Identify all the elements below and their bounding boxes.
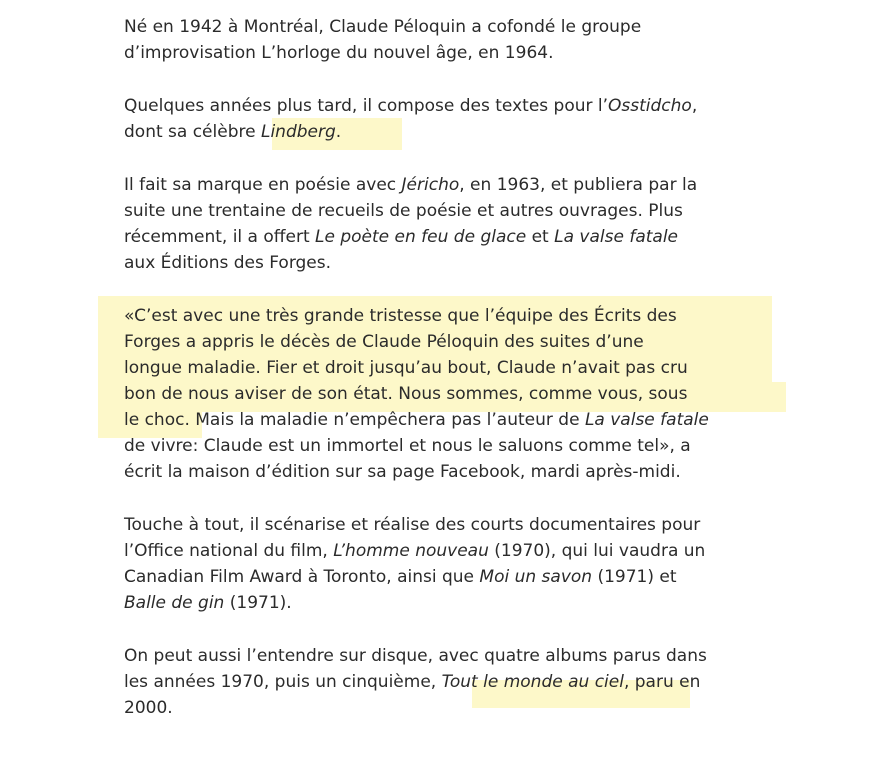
text-line	[124, 407, 804, 433]
text-run: (1971) et	[592, 567, 677, 587]
title-osstidcho: Osstidcho	[608, 96, 692, 116]
text-run: les années 1970, puis un cinquième,	[124, 672, 442, 692]
text-line: 2000.	[124, 698, 173, 718]
title-balle-de-gin: Balle de gin	[124, 593, 225, 613]
title-tout-le-monde-au-ciel: Tout le monde au ciel	[441, 672, 624, 692]
text-run: et	[526, 227, 555, 247]
text-run: récemment, il a offert	[124, 227, 316, 247]
text-line: écrit la maison d’édition sur sa page Facebook, mardi après-midi.	[124, 462, 681, 482]
text-run: .	[335, 122, 342, 142]
title-lindberg: Lindberg	[260, 122, 336, 142]
paragraph-poetry	[124, 172, 804, 276]
text-run: , en 1963, et publiera par la	[459, 175, 698, 195]
text-run: , paru en	[623, 672, 701, 692]
title-valse-fatale: La valse fatale	[554, 227, 679, 247]
title-moi-un-savon: Moi un savon	[479, 567, 593, 587]
text-line: aux Éditions des Forges.	[124, 253, 332, 273]
title-poete-feu-glace: Le poète en feu de glace	[315, 227, 527, 247]
text-line: bon de nous aviser de son état. Nous sommes, comme vous, sous	[124, 384, 688, 404]
text-line: «C’est avec une très grande tristesse que l’équipe des Écrits des	[124, 306, 677, 326]
text-line: Forges a appris le décès de Claude Péloquin des suites d’une	[124, 332, 644, 352]
title-jericho: Jéricho	[401, 175, 460, 195]
text-line	[124, 669, 804, 695]
text-line	[124, 93, 804, 119]
text-line: suite une trentaine de recueils de poésie et autres ouvrages. Plus	[124, 201, 683, 221]
text-line: Touche à tout, il scénarise et réalise des courts documentaires pour	[124, 515, 701, 535]
paragraph-quote	[124, 303, 804, 485]
text-run: Il fait sa marque en poésie avec	[124, 175, 402, 195]
text-line	[124, 564, 804, 590]
text-run: le choc.	[124, 410, 190, 430]
text-line	[124, 590, 804, 616]
text-run: Mais la maladie n’empêchera pas l’auteur de	[189, 410, 585, 430]
text-run: Quelques années plus tard, il compose des textes pour l’	[124, 96, 609, 116]
text-line	[124, 172, 804, 198]
text-run: (1970), qui lui vaudra un	[488, 541, 706, 561]
text-run: Canadian Film Award à Toronto, ainsi que	[124, 567, 480, 587]
text-run: (1971).	[224, 593, 292, 613]
title-valse-fatale: La valse fatale	[584, 410, 709, 430]
text-run: l’Office national du film,	[124, 541, 334, 561]
text-line: On peut aussi l’entendre sur disque, avec quatre albums parus dans	[124, 646, 707, 666]
text-line	[124, 538, 804, 564]
text-line: longue maladie. Fier et droit jusqu’au bout, Claude n’avait pas cru	[124, 358, 688, 378]
paragraph-films	[124, 512, 804, 616]
text-line	[124, 224, 804, 250]
article-body	[124, 14, 804, 748]
text-run: ,	[691, 96, 698, 116]
paragraph-birth	[124, 14, 804, 66]
text-line	[124, 119, 804, 145]
paragraph-albums	[124, 643, 804, 721]
text-run: dont sa célèbre	[124, 122, 261, 142]
text-line: Né en 1942 à Montréal, Claude Péloquin a cofondé le groupe	[124, 17, 642, 37]
text-line: de vivre: Claude est un immortel et nous le saluons comme tel», a	[124, 436, 691, 456]
text-line: d’improvisation L’horloge du nouvel âge, en 1964.	[124, 43, 554, 63]
title-homme-nouveau: L’homme nouveau	[333, 541, 489, 561]
paragraph-osstidcho	[124, 93, 804, 145]
